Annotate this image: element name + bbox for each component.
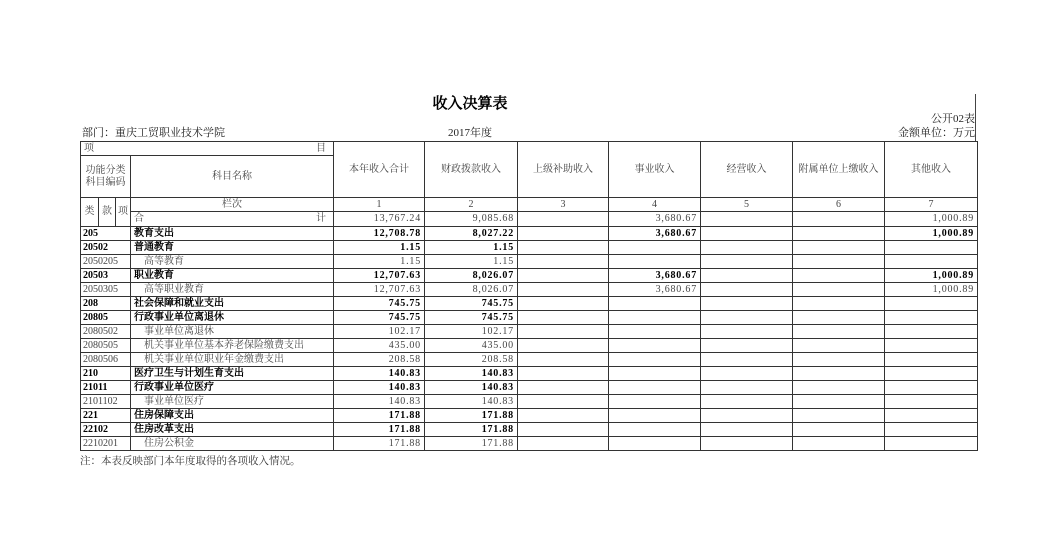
row-subject-name: 行政事业单位离退休 — [131, 311, 334, 325]
cell-affiliated-remittance — [793, 339, 885, 353]
cell-fiscal-appropriation: 745.75 — [425, 311, 518, 325]
cell-superior-subsidy — [518, 311, 609, 325]
cell-superior-subsidy — [518, 367, 609, 381]
cell-total-income: 745.75 — [334, 311, 425, 325]
cell-operating-income — [701, 297, 793, 311]
cell-operating-income — [701, 353, 793, 367]
row-code: 2080505 — [81, 339, 131, 353]
row-code: 2080502 — [81, 325, 131, 339]
table-row — [81, 297, 978, 311]
cell-total-income: 12,707.63 — [334, 283, 425, 297]
header-row-index — [81, 198, 978, 212]
cell-business-income — [609, 339, 701, 353]
cell-superior-subsidy — [518, 423, 609, 437]
cell-other-income — [885, 353, 978, 367]
header-code-label-line1: 功能分类 — [85, 164, 126, 176]
cell-fiscal-appropriation: 140.83 — [425, 395, 518, 409]
cell-operating-income — [701, 339, 793, 353]
row-subject-name: 机关事业单位基本养老保险缴费支出 — [131, 339, 334, 353]
row-subject-name: 普通教育 — [131, 241, 334, 255]
cell-other-income — [885, 409, 978, 423]
cell-fiscal-appropriation: 102.17 — [425, 325, 518, 339]
cell-business-income: 3,680.67 — [609, 227, 701, 241]
col-number: 3 — [518, 198, 609, 212]
cell-other-income: 1,000.89 — [885, 283, 978, 297]
row-subject-name: 高等教育 — [131, 255, 334, 269]
cell-total-income: 12,707.63 — [334, 269, 425, 283]
row-subject-name: 教育支出 — [131, 227, 334, 241]
total-other-income: 1,000.89 — [885, 212, 978, 227]
row-code: 205 — [81, 227, 131, 241]
cell-affiliated-remittance — [793, 423, 885, 437]
cell-other-income — [885, 395, 978, 409]
cell-fiscal-appropriation: 1.15 — [425, 241, 518, 255]
total-superior-subsidy — [518, 212, 609, 227]
row-subject-name: 住房公积金 — [131, 437, 334, 451]
amount-unit: 金额单位：万元 — [898, 127, 975, 139]
cell-superior-subsidy — [518, 297, 609, 311]
col-number: 6 — [793, 198, 885, 212]
cell-total-income: 745.75 — [334, 297, 425, 311]
header-code-label — [81, 156, 131, 198]
table-row — [81, 437, 978, 451]
table-row — [81, 227, 978, 241]
cell-affiliated-remittance — [793, 395, 885, 409]
table-row — [81, 381, 978, 395]
cell-superior-subsidy — [518, 227, 609, 241]
row-subject-name: 高等职业教育 — [131, 283, 334, 297]
cell-total-income: 140.83 — [334, 367, 425, 381]
col-number: 1 — [334, 198, 425, 212]
cell-fiscal-appropriation: 140.83 — [425, 367, 518, 381]
cell-other-income: 1,000.89 — [885, 269, 978, 283]
cell-total-income: 1.15 — [334, 255, 425, 269]
cell-total-income: 208.58 — [334, 353, 425, 367]
footnote: 注：本表反映部门本年度取得的各项收入情况。 — [80, 456, 301, 467]
table-row — [81, 423, 978, 437]
cell-other-income — [885, 367, 978, 381]
row-code: 2080506 — [81, 353, 131, 367]
cell-fiscal-appropriation: 140.83 — [425, 381, 518, 395]
cell-affiliated-remittance — [793, 381, 885, 395]
total-fiscal-appropriation: 9,085.68 — [425, 212, 518, 227]
row-code: 20805 — [81, 311, 131, 325]
header-code-label-line2: 科目编码 — [85, 176, 126, 188]
cell-business-income — [609, 381, 701, 395]
row-subject-name: 社会保障和就业支出 — [131, 297, 334, 311]
cell-operating-income — [701, 423, 793, 437]
row-subject-name: 事业单位医疗 — [131, 395, 334, 409]
row-code: 21011 — [81, 381, 131, 395]
header-item-cell — [81, 142, 334, 156]
col-header-operating-income: 经营收入 — [701, 142, 793, 198]
cell-superior-subsidy — [518, 325, 609, 339]
col-header-business-income: 事业收入 — [609, 142, 701, 198]
cell-superior-subsidy — [518, 255, 609, 269]
row-subject-name: 住房保障支出 — [131, 409, 334, 423]
row-subject-name: 住房改革支出 — [131, 423, 334, 437]
cell-other-income — [885, 423, 978, 437]
cell-affiliated-remittance — [793, 269, 885, 283]
cell-total-income: 102.17 — [334, 325, 425, 339]
cell-business-income — [609, 437, 701, 451]
cell-fiscal-appropriation: 171.88 — [425, 409, 518, 423]
cell-fiscal-appropriation: 1.15 — [425, 255, 518, 269]
cell-fiscal-appropriation: 171.88 — [425, 423, 518, 437]
cell-superior-subsidy — [518, 409, 609, 423]
row-subject-name: 机关事业单位职业年金缴费支出 — [131, 353, 334, 367]
cell-affiliated-remittance — [793, 311, 885, 325]
cell-superior-subsidy — [518, 241, 609, 255]
total-row — [81, 212, 978, 227]
cell-other-income — [885, 311, 978, 325]
total-label-right: 计 — [316, 213, 326, 224]
form-number: 公开02表 — [931, 113, 975, 125]
header-code-section: 款 — [99, 198, 116, 227]
header-code-class: 类 — [81, 198, 99, 227]
total-label-left: 合 — [134, 213, 144, 224]
cell-operating-income — [701, 311, 793, 325]
cell-other-income — [885, 339, 978, 353]
cell-total-income: 435.00 — [334, 339, 425, 353]
cell-affiliated-remittance — [793, 437, 885, 451]
table-body — [81, 227, 978, 451]
cell-operating-income — [701, 255, 793, 269]
cell-superior-subsidy — [518, 283, 609, 297]
cell-other-income — [885, 437, 978, 451]
cell-business-income — [609, 353, 701, 367]
table-row — [81, 395, 978, 409]
cell-fiscal-appropriation: 171.88 — [425, 437, 518, 451]
row-subject-name: 行政事业单位医疗 — [131, 381, 334, 395]
header-item-left: 项 — [84, 142, 94, 154]
cell-affiliated-remittance — [793, 367, 885, 381]
cell-superior-subsidy — [518, 269, 609, 283]
cell-operating-income — [701, 409, 793, 423]
total-operating-income — [701, 212, 793, 227]
cell-total-income: 171.88 — [334, 409, 425, 423]
col-header-fiscal-appropriation: 财政拨款收入 — [425, 142, 518, 198]
cell-operating-income — [701, 241, 793, 255]
cell-affiliated-remittance — [793, 409, 885, 423]
row-code: 20503 — [81, 269, 131, 283]
total-affiliated-remittance — [793, 212, 885, 227]
table-row — [81, 353, 978, 367]
row-code: 208 — [81, 297, 131, 311]
cell-superior-subsidy — [518, 353, 609, 367]
cell-business-income: 3,680.67 — [609, 283, 701, 297]
cell-operating-income — [701, 395, 793, 409]
cell-total-income: 140.83 — [334, 381, 425, 395]
col-number: 5 — [701, 198, 793, 212]
cell-fiscal-appropriation: 8,026.07 — [425, 269, 518, 283]
cell-total-income: 1.15 — [334, 241, 425, 255]
table-row — [81, 283, 978, 297]
sheet-border-line — [975, 94, 976, 141]
row-code: 210 — [81, 367, 131, 381]
cell-business-income: 3,680.67 — [609, 269, 701, 283]
cell-business-income — [609, 409, 701, 423]
table-row — [81, 325, 978, 339]
table-row — [81, 367, 978, 381]
cell-business-income — [609, 241, 701, 255]
cell-fiscal-appropriation: 745.75 — [425, 297, 518, 311]
cell-other-income — [885, 297, 978, 311]
cell-business-income — [609, 325, 701, 339]
header-row-index-label: 栏次 — [131, 198, 334, 212]
cell-other-income — [885, 241, 978, 255]
cell-business-income — [609, 311, 701, 325]
row-subject-name: 医疗卫生与计划生育支出 — [131, 367, 334, 381]
col-header-superior-subsidy: 上级补助收入 — [518, 142, 609, 198]
cell-business-income — [609, 255, 701, 269]
total-business-income: 3,680.67 — [609, 212, 701, 227]
fiscal-year: 2017年度 — [448, 127, 492, 139]
table-row — [81, 269, 978, 283]
income-table — [80, 141, 978, 451]
header-item-right: 目 — [316, 142, 326, 154]
cell-affiliated-remittance — [793, 353, 885, 367]
cell-business-income — [609, 367, 701, 381]
header-subject-name: 科目名称 — [131, 156, 334, 198]
row-code: 20502 — [81, 241, 131, 255]
cell-business-income — [609, 297, 701, 311]
cell-affiliated-remittance — [793, 255, 885, 269]
cell-other-income — [885, 255, 978, 269]
row-code: 2101102 — [81, 395, 131, 409]
cell-fiscal-appropriation: 208.58 — [425, 353, 518, 367]
report-title: 收入决算表 — [432, 96, 508, 112]
col-header-other-income: 其他收入 — [885, 142, 978, 198]
col-header-total-income: 本年收入合计 — [334, 142, 425, 198]
cell-operating-income — [701, 437, 793, 451]
cell-affiliated-remittance — [793, 241, 885, 255]
row-code: 221 — [81, 409, 131, 423]
cell-superior-subsidy — [518, 339, 609, 353]
cell-other-income — [885, 325, 978, 339]
row-code: 2050305 — [81, 283, 131, 297]
cell-operating-income — [701, 381, 793, 395]
total-total-income: 13,767.24 — [334, 212, 425, 227]
cell-business-income — [609, 423, 701, 437]
col-number: 7 — [885, 198, 978, 212]
row-code: 2210201 — [81, 437, 131, 451]
cell-superior-subsidy — [518, 381, 609, 395]
row-subject-name: 事业单位离退休 — [131, 325, 334, 339]
col-number: 4 — [609, 198, 701, 212]
table-row — [81, 339, 978, 353]
cell-superior-subsidy — [518, 395, 609, 409]
total-label-cell — [131, 212, 334, 227]
cell-operating-income — [701, 367, 793, 381]
cell-affiliated-remittance — [793, 227, 885, 241]
table-row — [81, 255, 978, 269]
col-header-affiliated-remittance: 附属单位上缴收入 — [793, 142, 885, 198]
cell-other-income — [885, 381, 978, 395]
row-code: 2050205 — [81, 255, 131, 269]
table-row — [81, 241, 978, 255]
cell-fiscal-appropriation: 8,027.22 — [425, 227, 518, 241]
row-subject-name: 职业教育 — [131, 269, 334, 283]
col-number: 2 — [425, 198, 518, 212]
cell-total-income: 12,708.78 — [334, 227, 425, 241]
cell-other-income: 1,000.89 — [885, 227, 978, 241]
cell-affiliated-remittance — [793, 283, 885, 297]
header-row-item — [81, 142, 978, 156]
row-code: 22102 — [81, 423, 131, 437]
cell-operating-income — [701, 227, 793, 241]
cell-superior-subsidy — [518, 437, 609, 451]
cell-fiscal-appropriation: 435.00 — [425, 339, 518, 353]
cell-total-income: 171.88 — [334, 423, 425, 437]
cell-business-income — [609, 395, 701, 409]
cell-total-income: 171.88 — [334, 437, 425, 451]
cell-affiliated-remittance — [793, 297, 885, 311]
table-row — [81, 311, 978, 325]
cell-affiliated-remittance — [793, 325, 885, 339]
department-label: 部门：重庆工贸职业技术学院 — [82, 127, 225, 139]
cell-operating-income — [701, 269, 793, 283]
cell-fiscal-appropriation: 8,026.07 — [425, 283, 518, 297]
header-code-item: 项 — [116, 198, 131, 227]
cell-operating-income — [701, 325, 793, 339]
table-row — [81, 409, 978, 423]
cell-operating-income — [701, 283, 793, 297]
cell-total-income: 140.83 — [334, 395, 425, 409]
